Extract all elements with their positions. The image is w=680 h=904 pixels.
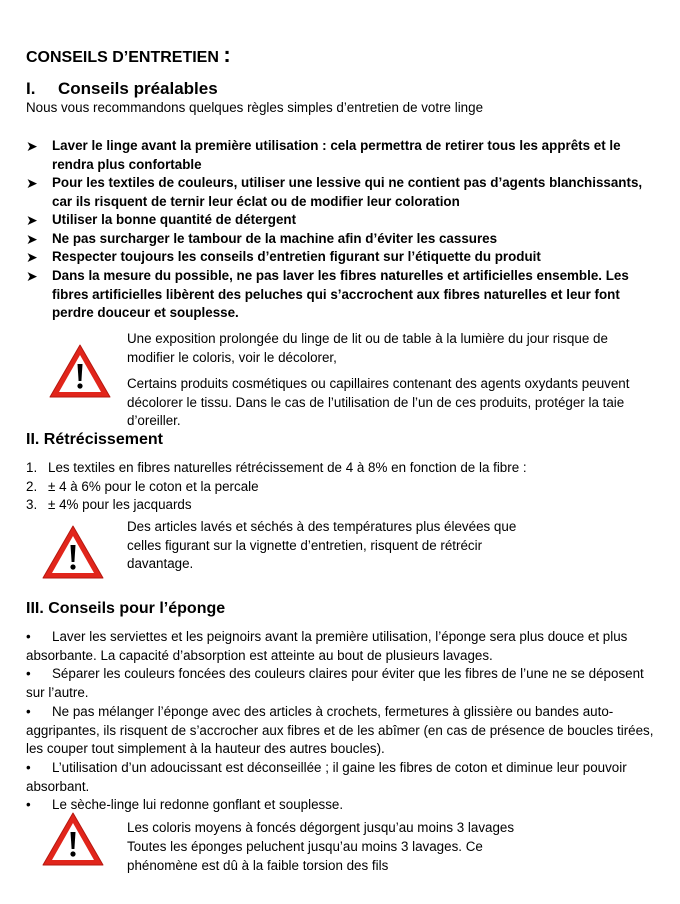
bullet-text: Laver le linge avant la première utilisation : cela permettra de retirer tous les apprêts et le rendra plus confortable — [52, 138, 621, 172]
section-1-heading — [26, 79, 218, 99]
bullet-text: Utiliser la bonne quantité de détergent — [52, 212, 297, 227]
list-item — [26, 759, 662, 796]
page-title — [26, 42, 231, 68]
list-item — [26, 665, 662, 702]
list-text: L’utilisation d’un adoucissant est déconseillée ; il gaine les fibres de coton et diminue leur pouvoir absorbant. — [26, 760, 627, 794]
list-item — [26, 478, 259, 497]
list-text: Séparer les couleurs foncées des couleurs claires pour éviter que les fibres de l’une ne se déposent sur l’autre. — [26, 666, 644, 700]
section-2-heading: II. Rétrécissement — [26, 431, 163, 448]
warning-triangle-icon — [47, 342, 113, 400]
bullet-text: Ne pas surcharger le tambour de la machine afin d’éviter les cassures — [52, 231, 498, 246]
bullet-item — [26, 137, 656, 174]
list-item — [26, 703, 662, 759]
arrow-bullet-icon: ➤ — [26, 249, 38, 265]
warning-text: Certains produits cosmétiques ou capillaires contenant des agents oxydants peuvent décolorer le tissu. Dans le cas de l’utilisation de l’un de ces produits, protéger la taie d’oreiller. — [127, 376, 630, 428]
list-number: 3. — [26, 497, 38, 512]
arrow-bullet-icon: ➤ — [26, 175, 38, 191]
list-text: ± 4 à 6% pour le coton et la percale — [48, 479, 259, 494]
bullet-text: Pour les textiles de couleurs, utiliser une lessive qui ne contient pas d’agents blanchissants, car ils risquent de ternir leur éclat ou de modifier leur coloration — [52, 175, 643, 209]
page-title-colon: : — [223, 42, 231, 67]
warning-text: Toutes les éponges peluchent jusqu’au moins 3 lavages. Ce phénomène est dû à la faible torsion des fils — [127, 839, 483, 873]
section-1-number: I. — [26, 79, 36, 98]
list-text: Laver les serviettes et les peignoirs avant la première utilisation, l’éponge sera plus douce et plus absorbante. La capacité d’absorption est atteinte au bout de plusieurs lavages. — [26, 629, 628, 663]
list-number: 2. — [26, 479, 38, 494]
bullet-text: Dans la mesure du possible, ne pas laver les fibres naturelles et artificielles ensemble. Les fibres artificielles libèrent des peluches qui s’accrochent aux fibres naturelles et leur font perdre douceur et souplesse. — [52, 268, 629, 320]
list-text: ± 4% pour les jacquards — [48, 497, 192, 512]
list-item — [26, 459, 527, 478]
warning-text: Des articles lavés et séchés à des températures plus élevées que celles figurant sur la vignette d’entretien, risquent de rétrécir davantage. — [127, 519, 517, 571]
bullet-dot-icon: • — [26, 666, 31, 681]
arrow-bullet-icon: ➤ — [26, 231, 38, 247]
section-1-title: Conseils préalables — [58, 79, 218, 98]
arrow-bullet-icon: ➤ — [26, 212, 38, 228]
list-item — [26, 796, 662, 815]
bullet-item — [26, 211, 656, 230]
bullet-item — [26, 230, 656, 249]
section-3-heading: III. Conseils pour l’éponge — [26, 600, 226, 617]
bullet-item — [26, 174, 656, 211]
arrow-bullet-icon: ➤ — [26, 138, 38, 154]
bullet-dot-icon: • — [26, 629, 31, 644]
bullet-item — [26, 248, 656, 267]
bullet-item — [26, 267, 656, 323]
warning-text: Les coloris moyens à foncés dégorgent jusqu’au moins 3 lavages — [127, 820, 515, 835]
warning-triangle-icon — [40, 523, 106, 581]
bullet-dot-icon: • — [26, 704, 31, 719]
list-text: Ne pas mélanger l’éponge avec des articles à crochets, fermetures à glissière ou bandes auto-aggripantes, ils risquent de s’accrocher aux fibres et de les abîmer (en cas de présence de boucles tirées, les couper tout simplement à la hauteur des autres boucles). — [26, 704, 654, 756]
section-1-intro: Nous vous recommandons quelques règles simples d’entretien de votre linge — [26, 100, 484, 115]
list-item — [26, 496, 192, 515]
list-text: Les textiles en fibres naturelles rétrécissement de 4 à 8% en fonction de la fibre : — [48, 460, 527, 475]
list-number: 1. — [26, 460, 38, 475]
warning-triangle-icon — [40, 810, 106, 868]
warning-text: Une exposition prolongée du linge de lit ou de table à la lumière du jour risque de modifier le coloris, voir le décolorer, — [127, 331, 608, 365]
bullet-text: Respecter toujours les conseils d’entretien figurant sur l’étiquette du produit — [52, 249, 541, 264]
list-text: Le sèche-linge lui redonne gonflant et souplesse. — [52, 797, 344, 812]
bullet-dot-icon: • — [26, 760, 31, 775]
arrow-bullet-icon: ➤ — [26, 268, 38, 284]
list-item — [26, 628, 662, 665]
page-title-text: CONSEILS D’ENTRETIEN — [26, 49, 219, 66]
bullet-dot-icon: • — [26, 797, 31, 812]
